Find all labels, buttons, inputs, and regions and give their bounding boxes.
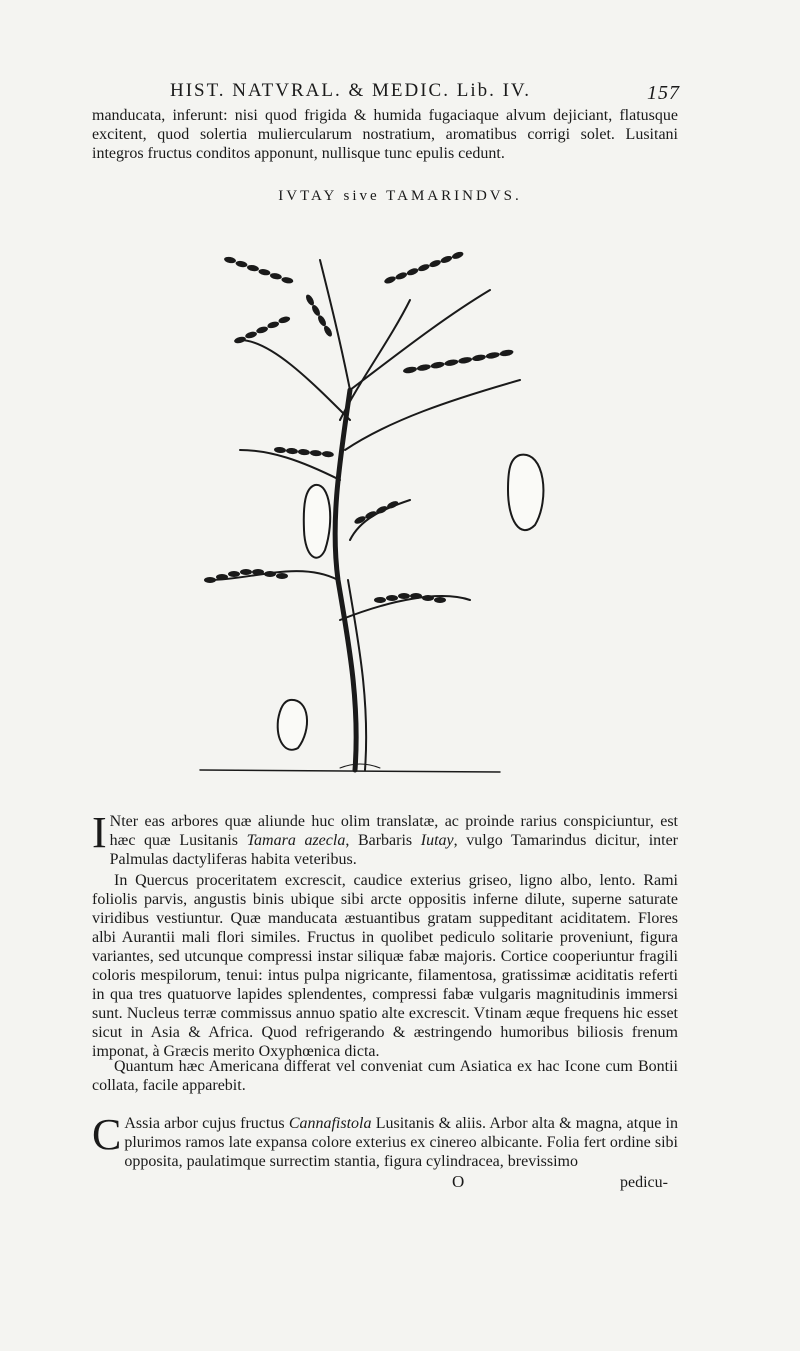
tamarind-pod — [278, 700, 307, 750]
header-title: HIST. NATVRAL. & MEDIC. Lib. IV. — [170, 80, 531, 101]
comparison-text: Quantum hæc Americana differat vel conveniat cum Asiatica ex hac Icone cum Bontii collata, facile apparebit. — [92, 1058, 678, 1094]
description-text: In Quercus proceritatem excrescit, caudice exterius griseo, ligno albo, lento. Rami foliolis parvis, angustis binis ubique sibi arcte oppositis inferne dilute, superne saturate viridibus vestiuntur. Quæ manducata æstuantibus gratam suppeditant aciditatem. Flores albi Aurantii mali flori similes. Fructus in quolibet pediculo solitarie proveniunt, figura variantes, sed utcunque compressi instar siliquæ fabæ majoris. Cortice cooperiuntur fragili coloris mespilorum, tenui: intus pulpa nigricante, filamentosa, gratissimæ aciditatis referti in qua tres quatuorve lapides splendentes, compressi fabæ vulgaris magnitudinis immersi sunt. Nucleus terræ commissus annuo spatio alte excrescit. Vtinam æque frequens hic esset sicut in Asia & Africa. Quod refrigerando & æstringendo humoribus biliosis frenum imponat, à Græcis merito Oxyphœnica dicta. — [92, 872, 678, 1060]
paragraph-tamarind-intro — [92, 808, 679, 869]
text-segment: Nter eas arbores quæ aliunde huc olim translatæ, ac proinde rarius conspiciuntur, est hæc quæ Lusitanis — [109, 813, 678, 849]
ground-line — [200, 770, 500, 772]
italic-term: Tamara azecla — [246, 832, 346, 849]
figure-caption: IVTAY sive TAMARINDVS. — [278, 188, 522, 204]
tamarind-tree-illustration — [190, 220, 610, 795]
italic-term: Cannafistola — [288, 1115, 372, 1132]
tamarind-pod — [304, 485, 330, 558]
drop-cap: C — [92, 1110, 122, 1159]
intro-text: manducata, inferunt: nisi quod frigida & humida fugaciaque alvum dejiciant, flatusque excitent, quod solertia muliercularum nostratium, aromatibus corrigi solet. Lusitani integros fructus conditos apponunt, nullisque tunc epulis cedunt. — [92, 107, 678, 162]
drop-cap: I — [92, 808, 107, 857]
page-number: 157 — [647, 82, 680, 104]
text-segment: , vulgo Tamarindus dicitur, inter Palmulas dactyliferas habita veteribus. — [109, 832, 679, 868]
italic-term: Iutay — [420, 832, 454, 849]
text-segment: Lusitanis & aliis. Arbor alta & magna, atque in plurimos ramos late expansa colore exterius ex cinereo albicante. Folia fert ordine sibi opposita, paulatimque surrectim stantia, figura cylindracea, brevissimo — [124, 1115, 678, 1170]
text-segment: Assia arbor cujus fructus — [124, 1115, 289, 1132]
tamarind-pod — [508, 455, 543, 530]
running-header — [170, 80, 680, 102]
paragraph-comparison — [92, 1057, 678, 1095]
text-segment: , Barbaris — [345, 832, 421, 849]
paragraph-cassia — [92, 1110, 678, 1171]
signature-mark: O — [452, 1172, 465, 1191]
intro-paragraph — [92, 106, 678, 163]
paragraph-description — [92, 871, 678, 1061]
catchword: pedicu- — [620, 1174, 668, 1191]
